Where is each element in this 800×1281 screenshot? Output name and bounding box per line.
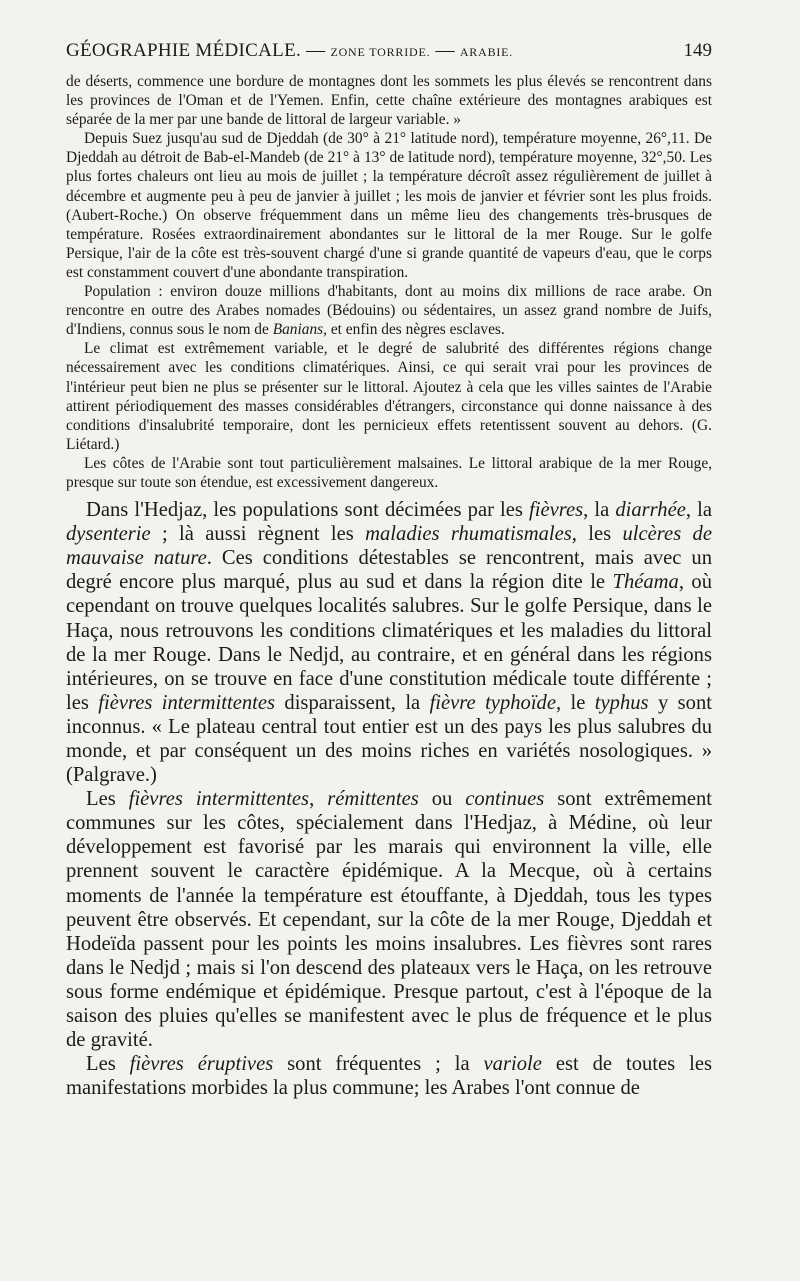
emphasis: Banians (272, 321, 324, 339)
book-page (66, 40, 712, 1100)
emphasis: Théama (612, 571, 679, 594)
emphasis: maladies rhumatismales (365, 523, 572, 546)
emphasis: variole (483, 1053, 542, 1076)
emphasis: fièvres éruptives (129, 1053, 274, 1076)
emphasis: dysenterie (66, 523, 151, 546)
header-title-main: GÉOGRAPHIE MÉDICALE. (66, 40, 302, 61)
text-run: , les (571, 523, 623, 546)
emphasis: continues (465, 788, 545, 811)
running-header (66, 40, 712, 72)
text-run: ; là aussi règnent les (150, 523, 366, 546)
paragraph-hedjaz (66, 498, 712, 787)
emphasis: fièvres intermittentes (98, 691, 276, 714)
header-region: ARABIE. (459, 45, 514, 59)
running-title (66, 40, 513, 62)
paragraph-temperature: Depuis Suez jusqu'au sud de Djeddah (de 30° à 21° latitude nord), température moyenne, 26°,11. De Djeddah au détroit de Bab-el-Mandeb (de 21° à 13° de latitude nord), température moyenne, 32°,50. Les plus fortes chaleurs ont lieu au mois de juillet ; la température décroît assez régulièrement de juillet à décembre et augmente peu à peu de janvier à juillet ; les mois de janvier et février sont les plus froids. (Aubert-Roche.) On observe fréquemment dans un même lieu des changements très-brusques de température. Rosées extraordinairement abondantes sur le littoral de la mer Rouge. Sur le golfe Persique, l'air de la côte est très-souvent chargé d'une si grande quantité de vapeurs d'eau, que le corps est constamment couvert d'une abondante transpiration. (66, 130, 712, 281)
text-run: sont extrêmement communes sur les côtes, spécialement dans l'Hedjaz, à Médine, où leur développement est favorisé par les marais qui environnent la ville, elle prennent souvent le caractère épidémique. A la Mecque, où à certains moments de l'année la température est étouffante, à Djeddah, tous les types peuvent être observés. Et cependant, sur la côte de la mer Rouge, Djeddah et Hodeïda passent pour les points les moins insalubres. Les fièvres sont rares dans le Nedjd ; mais si l'on descend des plateaux vers le Haça, on les retrouve sous forme endémique et épidémique. Presque partout, c'est à l'époque de la saison des pluies qu'elles se manifestent avec le plus de fréquence et le plus de gravité. (66, 788, 713, 1052)
text-run: sont fréquentes ; la (273, 1053, 484, 1076)
emphasis: diarrhée (615, 499, 686, 522)
paragraph-deserts: de déserts, commence une bordure de montagnes dont les sommets les plus élevés se rencontrent dans les provinces de l'Oman et de l'Yemen. Enfin, cette chaîne extérieure des montagnes arabiques est séparée de la mer par une bande de littoral de largeur variable. » (66, 73, 712, 129)
text-run: y sont inconnus. « Le plateau central tout entier est un des pays les plus salubres du monde, et par conséquent un des moins riches en variétés nosologiques. » (Palgrave.) (66, 691, 712, 787)
header-separator: — (430, 40, 460, 61)
emphasis: rémittentes (327, 788, 419, 811)
text-run: disparaissent, la (275, 691, 430, 714)
text-run: , et enfin des nègres esclaves. (323, 321, 505, 339)
paragraph-population (66, 282, 712, 339)
emphasis: ulcères de mauvaise nature (66, 523, 712, 570)
emphasis: fièvres (529, 499, 584, 522)
text-run: , (309, 788, 328, 811)
emphasis: fièvres intermittentes (128, 788, 310, 811)
header-separator: — (301, 40, 331, 61)
text-run: , le (556, 691, 595, 714)
emphasis: typhus (594, 691, 649, 714)
page-number: 149 (683, 40, 712, 61)
text-run: Les (86, 788, 129, 811)
text-run: est de toutes les manifestations morbides la plus commune; les Arabes l'ont connue de (66, 1053, 712, 1100)
text-run: Population : environ douze millions d'habitants, dont au moins dix millions de race arabe. On rencontre en outre des Arabes nomades (Bédouins) ou sédentaires, un assez grand nombre de Juifs, d'Indiens, connus sous le nom de (66, 283, 712, 339)
paragraph-climate: Le climat est extrêmement variable, et le degré de salubrité des différentes régions change nécessairement avec les conditions climatériques. Ainsi, ce qui serait vrai pour les provinces de l'intérieur peut bien ne plus se présenter sur le littoral. Ajoutez à cela que les villes saintes de l'Arabie attirent périodiquement des masses considérables d'étrangers, circonstance qui donne naissance à des conditions d'insalubrité temporaire, dont les pernicieux effets retentissent souvent au dehors. (G. Liétard.) (66, 340, 712, 453)
text-run: , la (685, 499, 712, 522)
text-run: Dans l'Hedjaz, les populations sont décimées par les (86, 499, 529, 522)
header-zone: ZONE TORRIDE. (330, 45, 431, 59)
paragraph-eruptive-fevers (66, 1052, 712, 1100)
text-run: . Ces conditions détestables se rencontrent, mais avec un degré encore plus marqué, plus au sud et dans la région dite le (66, 547, 712, 594)
paragraph-coasts: Les côtes de l'Arabie sont tout particulièrement malsaines. Le littoral arabique de la mer Rouge, presque sur toute son étendue, est excessivement dangereux. (66, 454, 712, 491)
text-run: , où cependant on trouve quelques localités salubres. Sur le golfe Persique, dans le Haça, nous retrouvons les conditions climatériques et les maladies du littoral de la mer Rouge. Dans le Nedjd, au contraire, et en général dans les régions intérieures, on se trouve en face d'une constitution médicale toute différente ; les (66, 571, 713, 714)
emphasis: fièvre typhoïde (429, 691, 556, 714)
text-run: , la (583, 499, 616, 522)
text-run: Les (86, 1053, 130, 1076)
paragraph-fevers (66, 787, 712, 1052)
text-run: ou (418, 788, 466, 811)
